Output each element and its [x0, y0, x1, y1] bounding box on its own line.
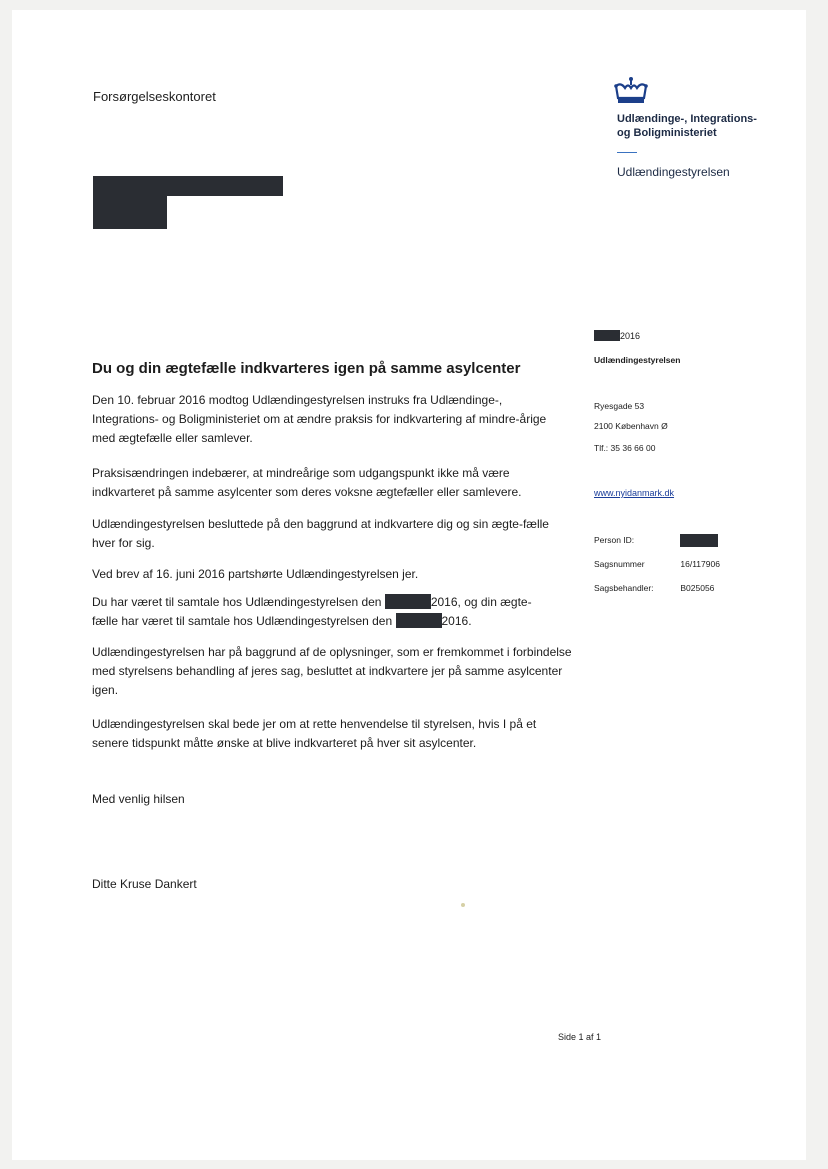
redacted-person-id: [680, 534, 718, 547]
handler-value: B025056: [680, 583, 715, 593]
date-year: 2016: [620, 330, 641, 341]
paragraph-5-part-a: Du har været til samtale hos Udlændingestyrelsen den: [92, 595, 382, 609]
ministry-line2: og Boligministeriet: [617, 127, 717, 139]
sidebar-street: Ryesgade 53: [594, 401, 645, 411]
paragraph-4: [92, 565, 572, 584]
person-id-row: [594, 534, 718, 547]
sidebar-agency: Udlændingestyrelsen: [594, 355, 681, 365]
closing: Med venlig hilsen: [92, 792, 185, 806]
redacted-interview-date-2: [396, 613, 442, 628]
paragraph-2: [92, 464, 572, 502]
ministry-name: [617, 112, 757, 140]
case-number-value: 16/117906: [680, 559, 720, 569]
handler-row: [594, 583, 714, 593]
paragraph-6-text: Udlændingestyrelsen har på baggrund af de oplysninger, som er fremkommet i forbindelse med styrelsens behandling af jeres sag, besluttet at indkvartere jer på samme asylcenter igen.: [92, 645, 572, 697]
paragraph-7-text: Udlændingestyrelsen skal bede jer om at rette henvendelse til styrelsen, hvis I på et senere tidspunkt måtte ønske at blive indkvarteret på hver sit asylcenter.: [92, 717, 537, 750]
handler-label: Sagsbehandler:: [594, 583, 654, 593]
case-number-row: [594, 559, 720, 569]
letter-title: Du og din ægtefælle indkvarteres igen på samme asylcenter: [92, 360, 521, 377]
paragraph-7: [92, 715, 572, 753]
ministry-line1: Udlændinge-, Integrations-: [617, 113, 757, 125]
paragraph-3: [92, 515, 572, 553]
signer-name: Ditte Kruse Dankert: [92, 877, 197, 891]
website-link[interactable]: www.nyidanmark.dk: [594, 488, 675, 498]
case-number-label: Sagsnummer: [594, 559, 645, 569]
paragraph-5-line2: [92, 612, 572, 631]
paragraph-5-part-b: 2016, og din ægte-: [430, 595, 532, 609]
redacted-address-line1: [93, 176, 283, 196]
redacted-interview-date-1: [385, 594, 431, 609]
scan-speck: [461, 903, 465, 907]
redacted-address-line2: [93, 196, 167, 229]
redacted-date: [594, 330, 620, 341]
paragraph-6: [92, 643, 572, 700]
sender-office: Forsørgelseskontoret: [93, 89, 216, 104]
paragraph-5-line1: [92, 593, 572, 612]
paragraph-5-part-c: fælle har været til samtale hos Udlændingestyrelsen den: [92, 614, 393, 628]
paragraph-1: [92, 391, 572, 448]
paragraph-5-part-d: 2016.: [441, 614, 472, 628]
sidebar-city: 2100 København Ø: [594, 421, 668, 431]
crown-icon: [613, 76, 649, 104]
paragraph-2-text: Praksisændringen indebærer, at mindreårige som udgangspunkt ikke må være indkvarteret på samme asylcenter som deres voksne ægtefæller eller samlevere.: [92, 466, 522, 499]
paragraph-4-text: Ved brev af 16. juni 2016 partshørte Udlændingestyrelsen jer.: [92, 567, 419, 581]
letterhead-divider: [617, 152, 637, 153]
paragraph-1-text: Den 10. februar 2016 modtog Udlændingestyrelsen instruks fra Udlændinge-, Integrations- og Boligministeriet om at ændre praksis for indkvartering af mindre-årige med ægtefælle eller samlever.: [92, 393, 547, 445]
sidebar-phone: Tlf.: 35 36 66 00: [594, 443, 656, 453]
person-id-label: Person ID:: [594, 534, 635, 545]
page-number: Side 1 af 1: [558, 1032, 602, 1042]
paragraph-5: [92, 593, 572, 631]
letter-date: [594, 330, 640, 341]
agency-name: Udlændingestyrelsen: [617, 165, 730, 179]
paragraph-3-text: Udlændingestyrelsen besluttede på den baggrund at indkvartere dig og sin ægte-fælle hver for sig.: [92, 517, 549, 550]
